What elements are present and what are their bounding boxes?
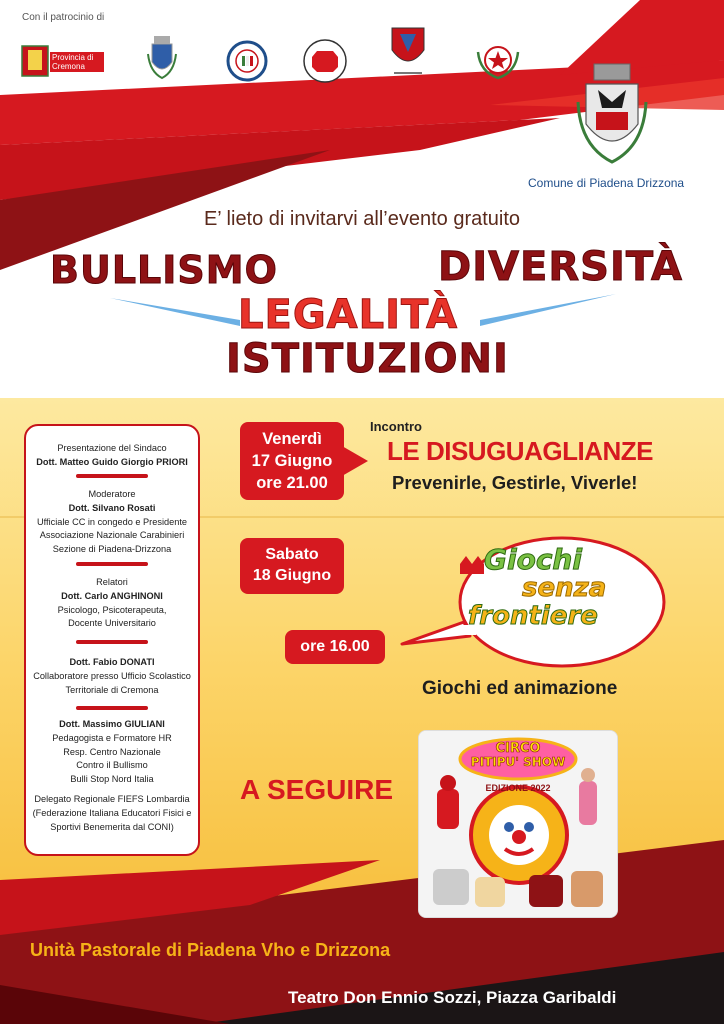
event1-subtitle: Prevenirle, Gestirle, Viverle!: [392, 472, 638, 493]
separator: [76, 562, 148, 566]
event2-caption: Giochi ed animazione: [422, 678, 618, 699]
event1-date: 17 Giugno: [251, 452, 333, 470]
speaker-name: Dott. Massimo GIULIANI: [59, 719, 165, 729]
logo-line-frontiere: frontiere: [468, 601, 598, 631]
theme-diversita: DIVERSITÀ: [438, 244, 683, 290]
separator: [76, 640, 148, 644]
date-box-pointer: [342, 446, 370, 476]
bulli-stop-logo: [302, 38, 348, 84]
organizer-label: Unità Pastorale di Piadena Vho e Drizzona: [30, 940, 391, 960]
speaker-detail: Ufficiale CC in congedo e Presidente: [37, 516, 187, 527]
venue-label: Teatro Don Ennio Sozzi, Piazza Garibaldi: [288, 988, 617, 1007]
speaker-group-donati: [26, 656, 198, 697]
speaker-group-moderatore: [26, 488, 198, 557]
event1-title: LE DISUGUAGLIANZE: [387, 436, 653, 466]
event2-date-box: [240, 538, 344, 594]
municipal-crest-logo: [144, 34, 180, 80]
patronage-label: Con il patrocinio di: [22, 12, 105, 23]
fiefs-logo: [226, 40, 268, 82]
circus-title-line2: PITIPU' SHOW: [470, 755, 566, 769]
follow-label: A SEGUIRE: [240, 774, 393, 805]
speaker-detail: Sezione di Piadena-Drizzona: [52, 544, 172, 555]
separator: [76, 474, 148, 478]
speaker-role: Presentazione del Sindaco: [57, 443, 167, 453]
giochi-senza-frontiere-logo: [468, 543, 648, 631]
invite-text: E’ lieto di invitarvi all’evento gratuito: [203, 208, 521, 230]
logo-line-giochi: Giochi: [484, 543, 582, 576]
speaker-group-giuliani: [26, 718, 198, 834]
speaker-detail: Delegato Regionale FIEFS Lombardia: [34, 793, 190, 804]
event1-time: ore 21.00: [256, 474, 328, 492]
speaker-name: Dott. Fabio DONATI: [69, 657, 155, 667]
star-wreath-logo: [472, 40, 524, 82]
speaker-role: Moderatore: [88, 489, 136, 499]
speaker-detail: Psicologo, Psicoterapeuta,: [57, 604, 167, 615]
theme-bullismo: BULLISMO: [50, 248, 278, 292]
speaker-group-sindaco: [26, 442, 198, 470]
speaker-detail: (Federazione Italiana Educatori Fisici e: [32, 807, 192, 818]
speaker-role: Relatori: [96, 577, 128, 587]
separator: [76, 706, 148, 710]
speaker-detail: Sportivi Benemerita dal CONI): [50, 821, 174, 832]
carabinieri-association-logo: [388, 24, 428, 82]
speaker-group-relatori: [26, 576, 198, 631]
comune-piadena-crest: [574, 62, 650, 170]
speaker-detail: Contro il Bullismo: [76, 760, 148, 771]
speaker-detail: Resp. Centro Nazionale: [63, 746, 161, 757]
event2-date: 18 Giugno: [252, 567, 332, 584]
speaker-name: Dott. Matteo Guido Giorgio PRIORI: [36, 456, 188, 467]
speakers-panel: [24, 424, 200, 856]
theme-istituzioni: ISTITUZIONI: [226, 336, 509, 382]
speaker-name: Dott. Carlo ANGHINONI: [61, 590, 163, 601]
circus-title-line1: CIRCO: [495, 741, 541, 756]
speaker-detail: Associazione Nazionale Carabinieri: [39, 530, 185, 541]
circus-poster: [418, 730, 618, 918]
event1-date-box: [240, 422, 344, 500]
theme-legalita: LEGALITÀ: [238, 292, 459, 338]
speaker-detail: Collaboratore presso Ufficio Scolastico: [33, 670, 191, 681]
circus-edition: EDIZIONE 2022: [485, 783, 551, 793]
speaker-name: Dott. Silvano Rosati: [68, 502, 156, 513]
speaker-detail: Pedagogista e Formatore HR: [52, 732, 172, 743]
event1-kicker: Incontro: [370, 419, 422, 434]
comune-label: Comune di Piadena Drizzona: [528, 176, 685, 190]
logo-line-senza: senza: [522, 573, 607, 603]
event1-day: Venerdì: [262, 430, 322, 448]
speaker-detail: Docente Universitario: [68, 618, 156, 629]
provincia-label: Provincia di Cremona: [52, 53, 94, 71]
speaker-detail: Territoriale di Cremona: [65, 684, 159, 695]
speaker-detail: Bulli Stop Nord Italia: [70, 774, 154, 785]
event2-day: Sabato: [265, 546, 319, 563]
event2-time-box: ore 16.00: [285, 630, 385, 664]
